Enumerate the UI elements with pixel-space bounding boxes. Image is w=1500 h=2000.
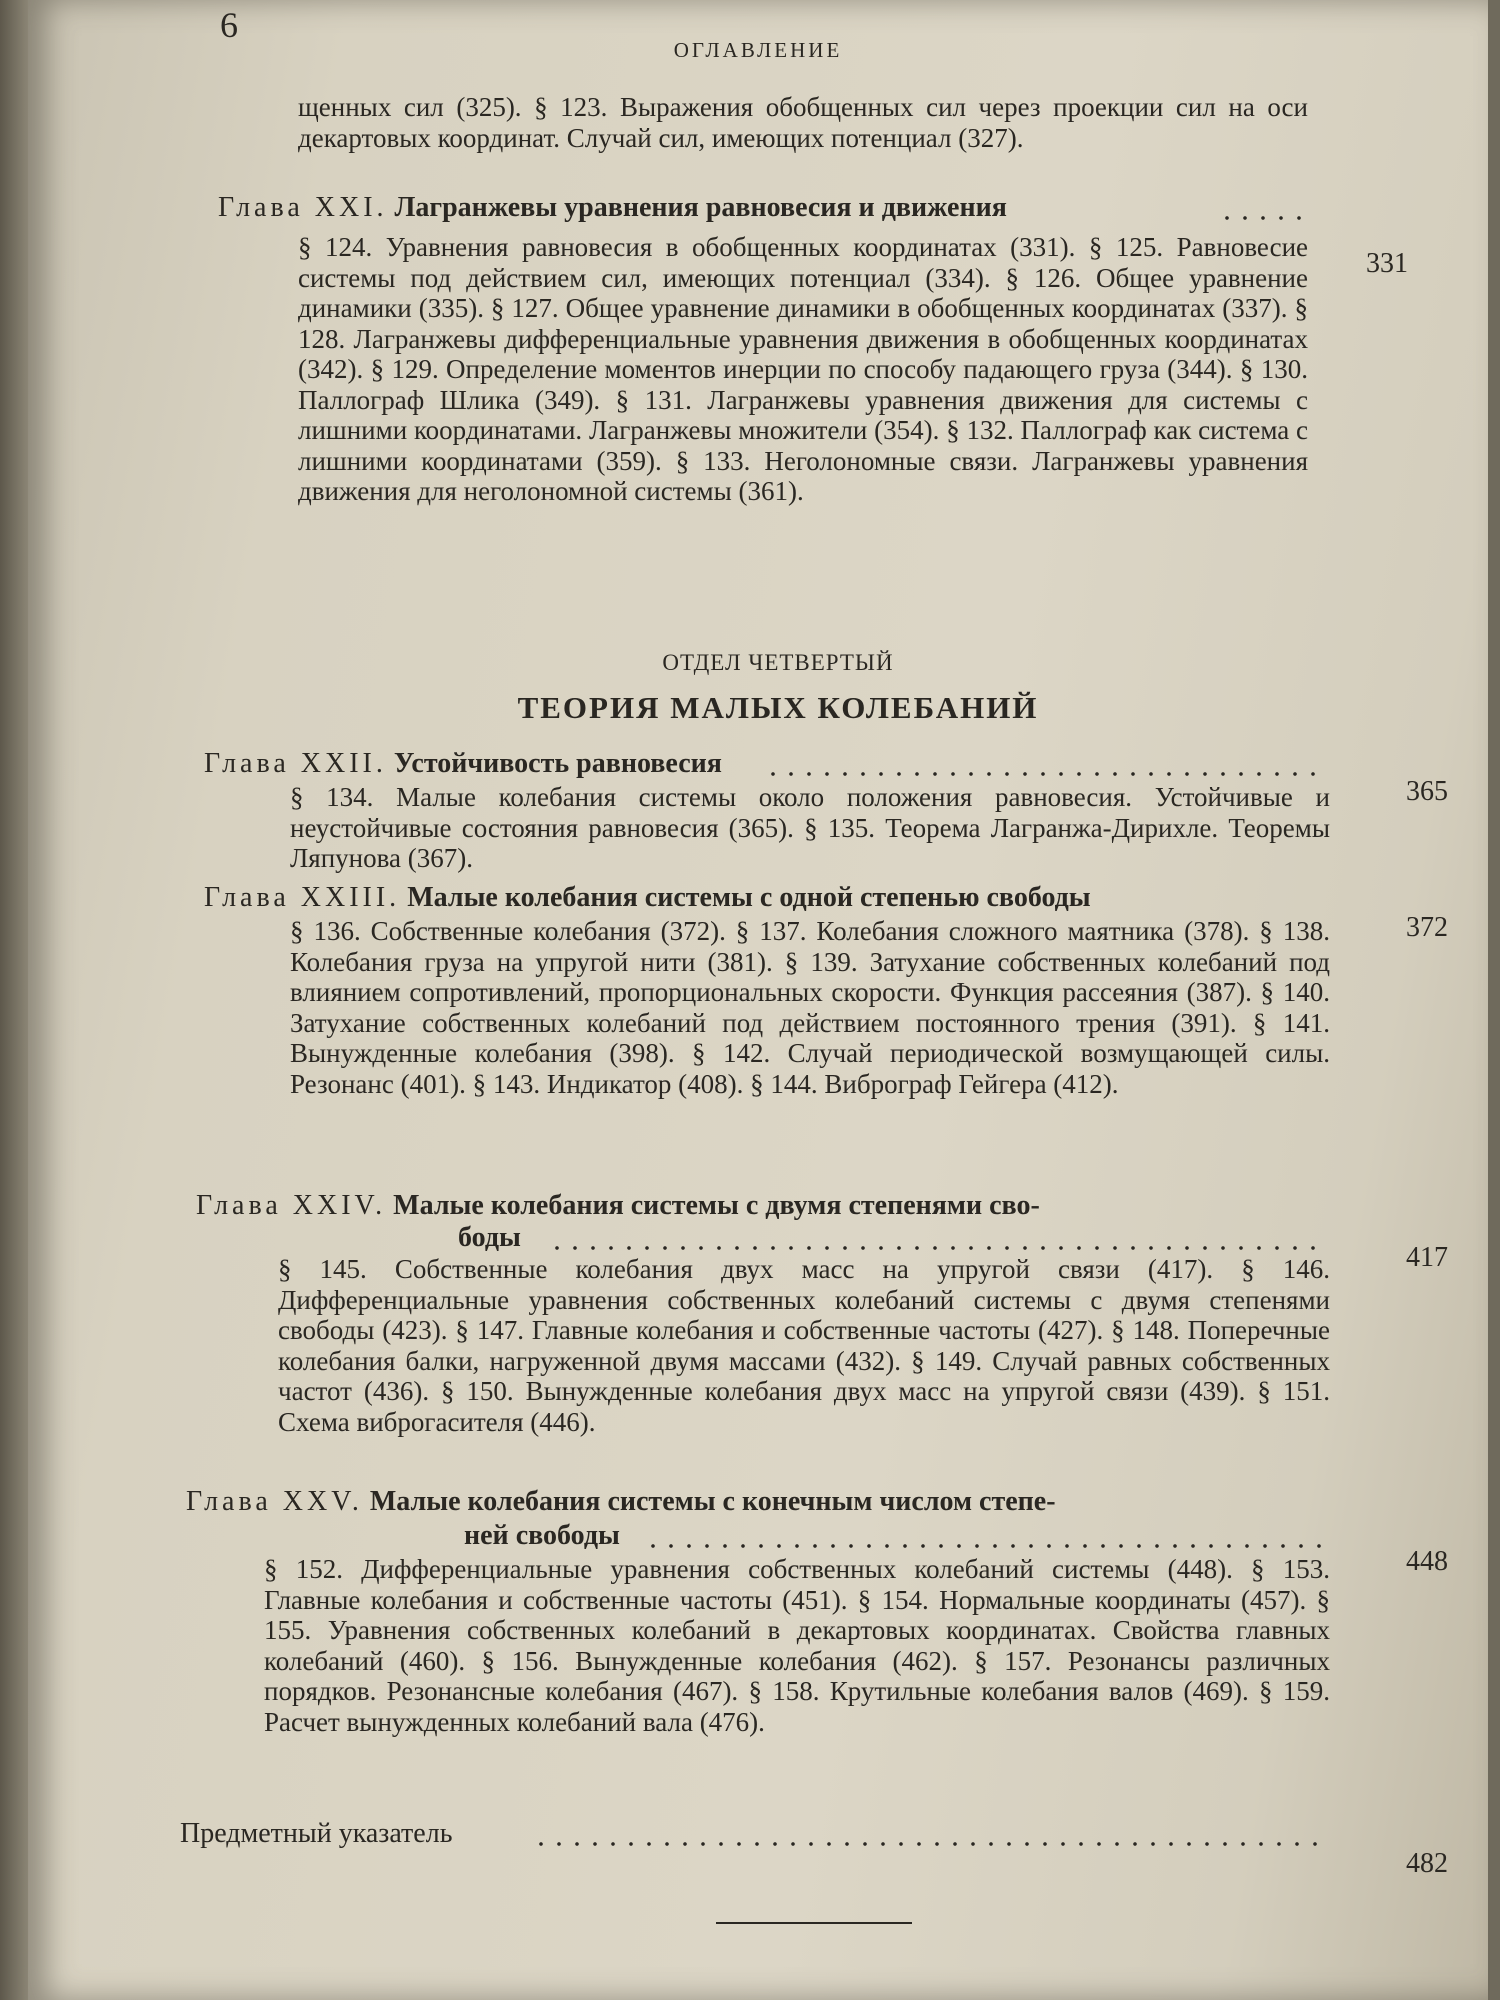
chapter-25-label: Глава XXV. [186,1486,363,1517]
book-spine [0,0,28,2000]
page-number: 6 [220,5,238,45]
chapter-24-title-line1: Малые колебания системы с двумя степенями сво- [393,1190,1040,1221]
leader-dots [1218,214,1308,222]
chapter-21-page: 331 [1366,248,1408,279]
chapter-21-sections: § 124. Уравнения равновесия в обобщенных координатах (331). § 125. Равновесие системы под действием сил, имеющих потенциал (334). § 126. Общее уравнение динамики (335). § 127. Общее уравнение динамики в обобщенных координатах (337). § 128. Лагранжевы дифференциальные уравнения движения в обобщенных координатах (342). § 129. Определение моментов инерции по способу падающего груза (344). § 130. Паллограф Шлика (349). § 131. Лагранжевы уравнения движения для системы с лишними координатами. Лагранжевы множители (354). § 132. Паллограф как система с лишними координатами (359). § 133. Неголономные связи. Лагранжевы уравнения движения для неголономной системы (361). [298,232,1308,506]
leader-dots [532,1840,1327,1848]
chapter-21-heading [218,192,1308,224]
chapter-25-heading [186,1486,1331,1518]
chapter-22-title: Устойчивость равновесия [393,748,722,779]
index-heading [180,1818,1330,1850]
intro-text: щенных сил (325). § 123. Выражения обобщенных сил через проекции сил на оси декартовых координат. Случай сил, имеющих потенциал (327). [298,92,1308,153]
chapter-21-label: Глава XXI. [218,192,388,223]
chapter-23-page: 372 [1406,912,1448,943]
chapter-25-heading-cont [464,1520,1331,1552]
division-title: ТЕОРИЯ МАЛЫХ КОЛЕБАНИЙ [517,690,1039,725]
chapter-24-page: 417 [1406,1242,1448,1273]
chapter-24-sections: § 145. Собственные колебания двух масс на упругой связи (417). § 146. Дифференциальные уравнения собственных колебаний системы с двумя степенями свободы (423). § 147. Главные колебания и собственные частоты (427). § 148. Поперечные колебания балки, нагруженной двумя массами (432). § 149. Случай равных собственных частот (436). § 150. Вынужденные колебания двух масс на упругой связи (439). § 151. Схема виброгасителя (446). [278,1254,1330,1437]
chapter-23-label: Глава XXIII. [204,882,401,913]
chapter-22-label: Глава XXII. [204,748,387,779]
index-label: Предметный указатель [180,1818,453,1849]
chapter-24-title-line2: боды [458,1222,521,1253]
chapter-25-title-line1: Малые колебания системы с конечным числом степе- [369,1486,1056,1517]
chapter-23-sections: § 136. Собственные колебания (372). § 137. Колебания сложного маятника (378). § 138. Колебания груза на упругой нити (381). § 139. Затухание собственных колебаний под влиянием сопротивлений, пропорциональных скорости. Функция рассеяния (387). § 140. Затухание собственных колебаний под действием постоянного трения (391). § 141. Вынужденные колебания (398). § 142. Случай периодической возмущающей силы. Резонанс (401). § 143. Индикатор (408). § 144. Виброграф Гейгера (412). [290,916,1330,1099]
chapter-22-sections: § 134. Малые колебания системы около положения равновесия. Устойчивые и неустойчивые состояния равновесия (365). § 135. Теорема Лагранжа-Дирихле. Теоремы Ляпунова (367). [290,782,1330,873]
chapter-25-title-line2: ней свободы [464,1520,620,1551]
running-head: ОГЛАВЛЕНИЕ [673,38,843,62]
end-rule [716,1922,912,1924]
chapter-24-heading [196,1190,1331,1222]
chapter-22-heading [204,748,1329,780]
division-label: ОТДЕЛ ЧЕТВЕРТЫЙ [662,650,894,675]
chapter-25-page: 448 [1406,1546,1448,1577]
leader-dots [764,770,1329,778]
chapter-24-heading-cont [458,1222,1331,1254]
chapter-23-title: Малые колебания системы с одной степенью свободы [407,882,1091,913]
chapter-23-heading [204,882,1329,914]
chapter-21-title: Лагранжевы уравнения равновесия и движения [394,192,1007,223]
book-page [28,0,1488,2000]
chapter-25-sections: § 152. Дифференциальные уравнения собственных колебаний системы (448). § 153. Главные колебания и собственные частоты (451). § 154. Нормальные координаты (457). § 155. Уравнения собственных колебаний в декартовых координатах. Свойства главных колебаний (460). § 156. Вынужденные колебания (462). § 157. Резонансы различных порядков. Резонансные колебания (467). § 158. Крутильные колебания валов (469). § 159. Расчет вынужденных колебаний вала (476). [264,1554,1330,1737]
chapter-24-label: Глава XXIV. [196,1190,387,1221]
leader-dots [548,1244,1328,1252]
chapter-22-page: 365 [1406,776,1448,807]
leader-dots [644,1542,1331,1550]
index-page: 482 [1406,1848,1448,1879]
